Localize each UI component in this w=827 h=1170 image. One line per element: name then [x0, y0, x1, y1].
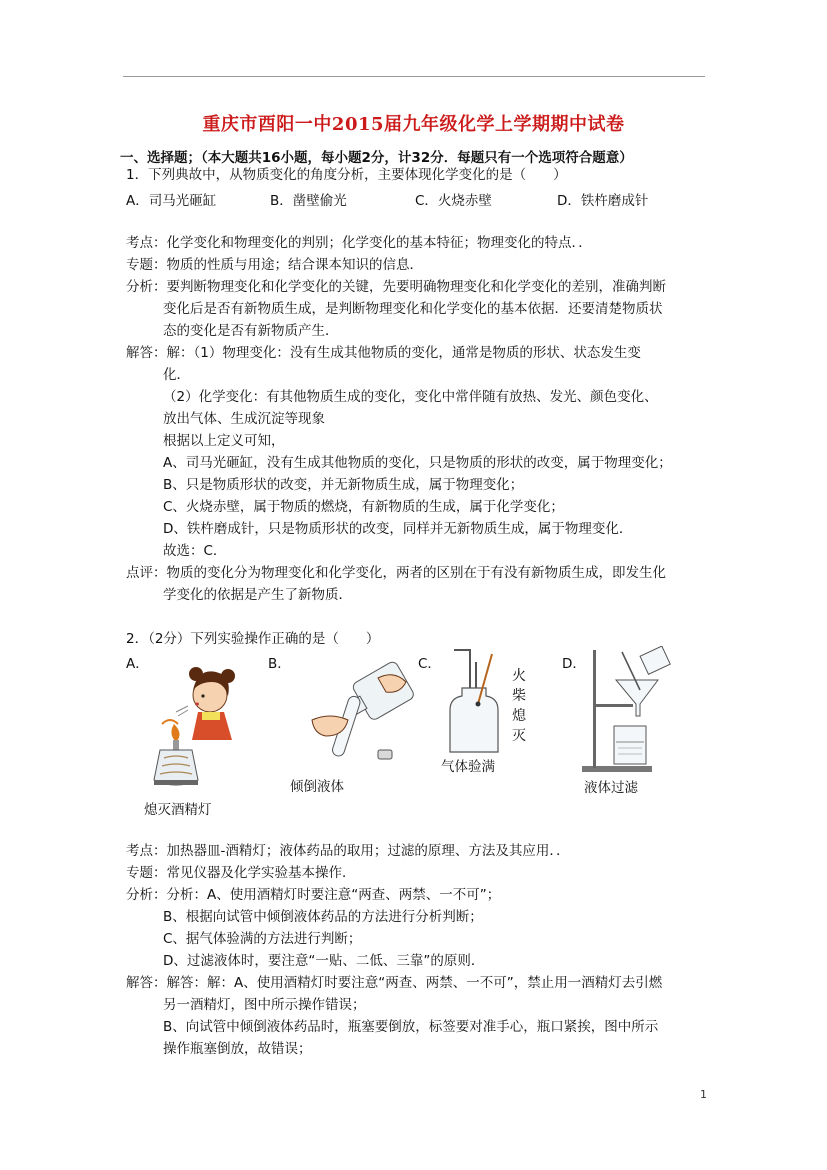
figure-c-label: 熄	[512, 708, 526, 724]
q2-fenxi-line: B、根据向试管中倾倒液体药品的方法进行分析判断；	[163, 909, 483, 925]
figure-c-label: 柴	[512, 688, 526, 704]
q1-jieda-line: 放出气体、生成沉淀等现象	[163, 411, 325, 427]
figure-a-blowing-lamp	[140, 650, 250, 800]
figure-c-label: 灭	[512, 728, 526, 744]
q2-option-a-label: A．	[126, 656, 149, 672]
figure-b-pouring-liquid	[290, 650, 430, 775]
figure-c-label: 火	[512, 668, 526, 684]
figure-a-caption: 熄灭酒精灯	[144, 802, 212, 818]
figure-b-caption: 倾倒液体	[290, 779, 344, 795]
page-title: 重庆市酉阳一中2015届九年级化学上学期期中试卷	[202, 114, 625, 135]
q2-fenxi-line: 分析：分析：A、使用酒精灯时要注意“两查、两禁、一不可”；	[126, 887, 501, 903]
q1-option-d: D．铁杵磨成针	[557, 193, 649, 209]
q1-option-c: C．火烧赤壁	[415, 193, 492, 209]
q2-option-d-label: D．	[562, 656, 586, 672]
q1-jieda-line: （2）化学变化：有其他物质生成的变化，变化中常伴随有放热、发光、颜色变化、	[163, 389, 658, 405]
q2-zhuanti: 专题：常见仪器及化学实验基本操作．	[126, 865, 356, 881]
q1-fenxi-line: 变化后是否有新物质生成，是判断物理变化和化学变化的基本依据．还要清楚物质状	[163, 301, 663, 317]
q1-jieda-line: D、铁杵磨成针，只是物质形状的改变，同样并无新物质生成，属于物理变化．	[163, 521, 633, 537]
q1-fenxi-line: 分析：要判断物理变化和化学变化的关键，先要明确物理变化和化学变化的差别，准确判断	[126, 279, 666, 295]
figure-d-filtration	[578, 646, 678, 776]
q2-jieda-line: 操作瓶塞倒放，故错误；	[163, 1041, 312, 1057]
q1-jieda-line: 根据以上定义可知，	[163, 433, 285, 449]
section-heading: 一、选择题；（本大题共16小题，每小题2分，计32分．每题只有一个选项符合题意）	[120, 150, 633, 166]
q2-option-c-label: C．	[418, 656, 441, 672]
q1-option-a: A．司马光砸缸	[126, 193, 217, 209]
q1-jieda-line: 故选：C．	[163, 543, 227, 559]
figure-d-caption: 液体过滤	[584, 780, 638, 796]
q2-jieda-line: 解答：解答：解：A、使用酒精灯时要注意“两查、两禁、一不可”，禁止用一酒精灯去引燃	[126, 975, 663, 991]
figure-c-caption: 气体验满	[441, 759, 495, 775]
q1-fenxi-line: 态的变化是否有新物质产生．	[163, 323, 339, 339]
q1-dianping-line: 点评：物质的变化分为物理变化和化学变化，两者的区别在于有没有新物质生成，即发生化	[126, 565, 666, 581]
q2-option-b-label: B．	[268, 656, 291, 672]
q2-jieda-line: 另一酒精灯，图中所示操作错误；	[163, 997, 366, 1013]
q2-fenxi-line: C、据气体验满的方法进行判断；	[163, 931, 362, 947]
question-1-stem: 1．下列典故中，从物质变化的角度分析，主要体现化学变化的是（ ）	[126, 167, 567, 183]
q1-jieda-line: A、司马光砸缸，没有生成其他物质的变化，只是物质的形状的改变，属于物理变化；	[163, 455, 672, 471]
page-number: 1	[700, 1088, 707, 1101]
q2-fenxi-line: D、过滤液体时，要注意“一贴、二低、三靠”的原则．	[163, 953, 485, 969]
q1-zhuanti: 专题：物质的性质与用途；结合课本知识的信息．	[126, 257, 423, 273]
q1-option-b: B．凿壁偷光	[270, 193, 347, 209]
question-2-stem: 2．（2分）下列实验操作正确的是（ ）	[126, 631, 380, 647]
header-rule	[123, 76, 705, 77]
q1-dianping-line: 学变化的依据是产生了新物质．	[163, 587, 352, 603]
q1-jieda-line: C、火烧赤壁，属于物质的燃烧，有新物质的生成，属于化学变化；	[163, 499, 564, 515]
q1-jieda-line: 化．	[163, 367, 190, 383]
q2-kaodian: 考点：加热器皿-酒精灯；液体药品的取用；过滤的原理、方法及其应用．．	[126, 843, 570, 859]
q1-jieda-line: 解答：解：（1）物理变化：没有生成其他物质的变化，通常是物质的形状、状态发生变	[126, 345, 641, 361]
q2-jieda-line: B、向试管中倾倒液体药品时，瓶塞要倒放，标签要对准手心，瓶口紧挨，图中所示	[163, 1019, 659, 1035]
q1-jieda-line: B、只是物质形状的改变，并无新物质生成，属于物理变化；	[163, 477, 524, 493]
q1-kaodian: 考点：化学变化和物理变化的判别；化学变化的基本特征；物理变化的特点．．	[126, 235, 592, 251]
